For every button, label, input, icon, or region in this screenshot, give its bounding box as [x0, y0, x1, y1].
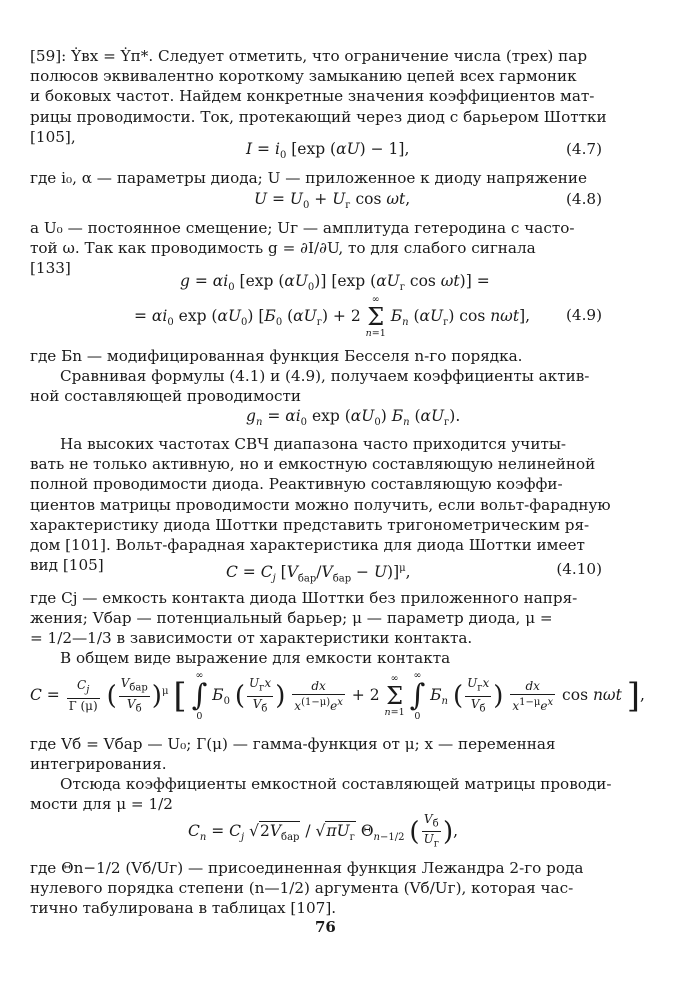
fraction: $\frac{C_j}{Г (\mu)}$ [68, 678, 98, 713]
equation-4-9-line2: = $\alpha i_0$ $\exp (\alpha U_0)$ [$Б_0$ $(\alpha U_г) + 2$ ∞ Σ n=1 $Б_n$ $(\alpha U_г)$ cos nωt], [134, 294, 531, 339]
equation-4-10: $C = C_j$ $[V_{бар}/V_{бар} - U)]^\mu$, [226, 563, 411, 585]
equation-4-7: $I = i_0$ [exp (αU) − 1], [246, 140, 410, 162]
text-line: [105], [30, 127, 76, 146]
paragraph-hence [30, 774, 612, 814]
text-line: циентов матрицы проводимости можно получить, если вольт-фарадную [30, 495, 611, 514]
sum-symbol: ∞ Σ n=1 [384, 673, 405, 718]
text-line: где i₀, α — параметры диода; U — приложенное к диоду напряжение [30, 169, 587, 187]
text-line: интегрирования. [30, 755, 167, 774]
text-line: На высоких частотах СВЧ диапазона часто приходится учиты- [60, 435, 567, 453]
paragraph-capacitive [30, 434, 611, 575]
text-line: где Cj — емкость контакта диода Шоттки без приложенного напря- [30, 589, 578, 607]
text-line: [133] [30, 259, 71, 278]
text-line: тично табулирована в таблицах [107]. [30, 899, 337, 918]
text-line: дом [101]. Вольт-фарадная характеристика для диода Шоттки имеет [30, 536, 585, 555]
equation-cn: $C_n = C_j$ $√2V_{бар} / √\pi U_г$ $\Theta_{n-1/2}$ ( $\frac{V_б}{U_г}$ ), [188, 812, 459, 850]
text-line: и боковых частот. Найдем конкретные значения коэффициентов мат- [30, 87, 595, 106]
text-line: а U₀ — постоянное смещение; Uг — амплитуда гетеродина с часто- [30, 219, 575, 237]
text-line: где Бn — модифицированная функция Бесселя n-го порядка. [30, 347, 523, 365]
fraction: $\frac{dx}{x^{(1-\mu)}e^x}$ [294, 678, 343, 713]
text-line: Сравнивая формулы (4.1) и (4.9), получаем коэффициенты актив- [60, 367, 590, 385]
text-line: = 1/2—1/3 в зависимости от характеристики контакта. [30, 629, 473, 648]
text-line: той ω. Так как проводимость g = ∂I/∂U, то для слабого сигнала [30, 239, 536, 258]
paragraph-barrier [30, 588, 602, 649]
text-line: вид [105] [30, 556, 104, 575]
text-line: где Θn−1/2 (Vб/Uг) — присоединенная функция Лежандра 2-го рода [30, 859, 584, 877]
equation-number: (4.7) [565, 140, 602, 158]
fraction: $\frac{U_гx}{V_б}$ [467, 676, 490, 714]
equation-gn: $g_n = \alpha i_0$ $\exp (\alpha U_0)$ $Б_n$ $(\alpha U_г)$. [246, 407, 461, 429]
text-line: [59]: Ẏвх = Ẏп*. Следует отметить, что ограничение числа (трех) пар [30, 47, 588, 65]
text-line: жения; Vбар — потенциальный барьер; μ — параметр диода, μ = [30, 609, 553, 628]
text-line: нулевого порядка степени (n—1/2) аргумента (Vб/Uг), которая час- [30, 879, 574, 898]
text-line: мости для μ = 1/2 [30, 795, 173, 814]
equation-capacitance-series: C = $\frac{C_j}{Г (\mu)}$ ( $\frac{V_{бар}}{V_б}$ )$^\mu$ [ ∞ ∫ 0 $Б_0$ ( $\frac{U_гx}{V_б}$ ) $\frac{dx}{x^{(1-\mu)}e^x}$ + 2 ∞ Σ n=1 ∞ ∫ 0 $Б_n$ ( $\frac{U_гx}{V_б}$ ) $\frac{dx}{x^{1-\mu}e^x}$ cos nωt ], [30, 670, 645, 722]
text-line: Отсюда коэффициенты емкостной составляющей матрицы проводи- [60, 775, 612, 793]
fraction: $\frac{V_{бар}}{V_б}$ [120, 676, 148, 714]
text-line: рицы проводимости. Ток, протекающий через диод с барьером Шоттки [30, 107, 607, 126]
paragraph-legendre [30, 858, 602, 919]
paragraph-compare [30, 366, 602, 406]
paragraph-gamma [30, 734, 602, 774]
text-line: В общем виде выражение для емкости контакта [60, 649, 451, 667]
fraction: $\frac{U_гx}{V_б}$ [249, 676, 272, 714]
sum-symbol: ∞ Σ n=1 [365, 294, 386, 339]
equation-number: (4.9) [565, 306, 602, 324]
paragraph-intro [30, 46, 607, 147]
equation-number: (4.8) [565, 190, 602, 208]
integral-symbol: ∞ ∫ 0 [409, 670, 426, 722]
fraction: $\frac{V_б}{U_г}$ [423, 812, 439, 850]
integral-symbol: ∞ ∫ 0 [191, 670, 208, 722]
text-line: где Vб = Vбар — U₀; Г(μ) — гамма-функция от μ; x — переменная [30, 735, 556, 753]
equation-number: (4.10) [556, 560, 602, 578]
text-line: полной проводимости диода. Реактивную составляющую коэффи- [30, 475, 563, 494]
equation-4-8: $U = U_0 + U_г$ cos ωt, [254, 190, 411, 212]
text-line: характеристику диода Шоттки представить тригонометрическим ря- [30, 515, 590, 534]
paragraph-bessel [30, 346, 602, 366]
fraction: $\frac{dx}{x^{1-\mu}e^x}$ [512, 678, 554, 713]
text-line: полюсов эквивалентно короткому замыканию цепей всех гармоник [30, 67, 577, 86]
paragraph-where-1 [30, 168, 602, 188]
page-number: 76 [315, 918, 336, 936]
text-line: ной составляющей проводимости [30, 387, 302, 406]
paragraph-general [30, 648, 602, 668]
text-line: вать не только активную, но и емкостную составляющую нелинейной [30, 455, 596, 474]
equation-4-9-line1: $g = \alpha i_0$ [exp $(\alpha U_0)$] [exp ($\alpha U_г$ cos ωt)] = [180, 272, 490, 294]
